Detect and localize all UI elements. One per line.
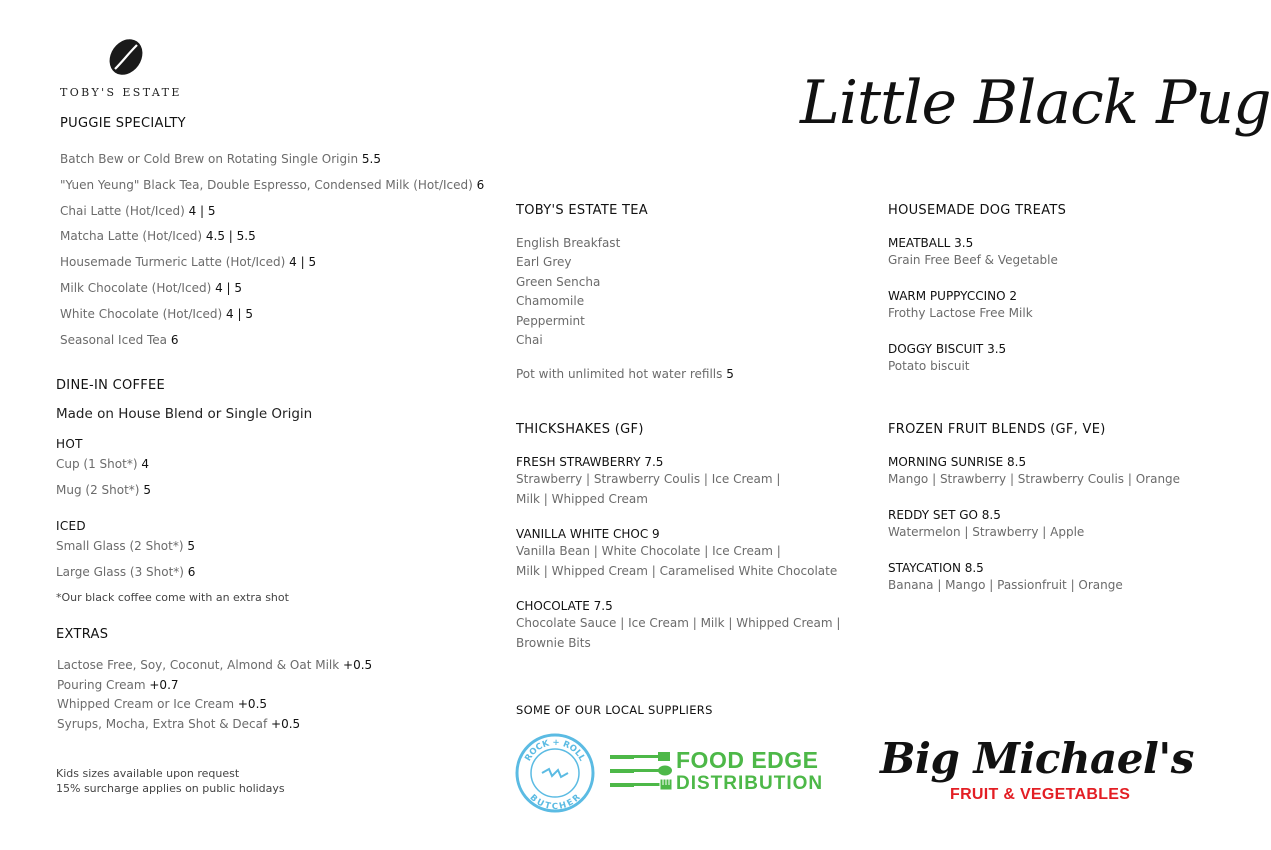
extras-item — [57, 717, 300, 731]
extras-item-name: Pouring Cream — [57, 677, 146, 692]
puggie-item — [60, 281, 242, 295]
frozen-desc: Mango | Strawberry | Strawberry Coulis | Orange — [888, 472, 1181, 486]
puggie-item-name: White Chocolate (Hot/Iced) — [60, 306, 223, 321]
puggie-item-name: "Yuen Yeung" Black Tea, Double Espresso, Condensed Milk (Hot/Iced) — [60, 177, 473, 192]
puggie-heading: PUGGIE SPECIALTY — [60, 116, 186, 131]
tobys-estate-logo — [60, 36, 190, 100]
thickshake-name: CHOCOLATE 7.5 — [516, 599, 613, 613]
tea-pot-line: Pot with unlimited hot water refills 5 — [516, 367, 734, 381]
tea-item: Green Sencha — [516, 274, 601, 289]
dogtreat-name: DOGGY BISCUIT 3.5 — [888, 342, 1007, 356]
puggie-item — [60, 204, 216, 218]
puggie-item-price: 4 | 5 — [226, 306, 253, 321]
thickshake-desc: Strawberry | Strawberry Coulis | Ice Cream | — [516, 472, 781, 486]
dogtreat-desc: Potato biscuit — [888, 359, 970, 373]
frozen-desc: Watermelon | Strawberry | Apple — [888, 525, 1085, 539]
tea-item: Chai — [516, 333, 543, 347]
tea-heading: TOBY'S ESTATE TEA — [516, 203, 648, 218]
thickshakes-heading: THICKSHAKES (GF) — [516, 422, 644, 437]
extras-item-name: Whipped Cream or Ice Cream — [57, 697, 235, 711]
puggie-item-price: 4 | 5 — [289, 255, 317, 270]
food-edge-text-1: FOOD EDGE — [676, 747, 819, 773]
extras-item — [57, 678, 179, 692]
dogtreat-name: WARM PUPPYCCINO 2 — [888, 289, 1017, 303]
big-michaels-sub: FRUIT & VEGETABLES — [950, 786, 1131, 803]
extras-item-price: +0.5 — [343, 658, 373, 672]
frozen-heading: FROZEN FRUIT BLENDS (GF, VE) — [888, 422, 1106, 437]
puggie-item — [60, 229, 256, 243]
puggie-item — [60, 307, 253, 321]
iced-item-small: Small Glass (2 Shot*) 5 — [56, 539, 195, 553]
frozen-name: REDDY SET GO 8.5 — [888, 508, 1001, 522]
extras-item-price: +0.5 — [271, 716, 301, 731]
rock-roll-badge-icon — [514, 732, 596, 814]
tea-item: English Breakfast — [516, 236, 621, 250]
page-title: Little Black Pug — [800, 68, 1271, 138]
hot-heading: HOT — [56, 437, 83, 451]
extras-heading: EXTRAS — [56, 627, 109, 642]
puggie-item-price: 4 | 5 — [188, 203, 216, 218]
tea-item: Peppermint — [516, 313, 585, 328]
extras-item-name: Syrups, Mocha, Extra Shot & Decaf — [57, 716, 268, 731]
extras-item-price: +0.5 — [237, 697, 268, 711]
dogtreat-name: MEATBALL 3.5 — [888, 236, 974, 250]
big-michaels-text: Big Michael's — [880, 734, 1194, 783]
puggie-item-price: 6 — [170, 332, 179, 347]
puggie-item-name: Milk Chocolate (Hot/Iced) — [60, 281, 212, 295]
extras-item-name: Lactose Free, Soy, Coconut, Almond & Oat Milk — [57, 658, 340, 672]
frozen-name: STAYCATION 8.5 — [888, 561, 984, 575]
extras-item — [57, 697, 267, 711]
thickshake-desc: Brownie Bits — [516, 635, 591, 650]
iced-heading: ICED — [56, 519, 86, 533]
big-michaels-logo — [880, 734, 1194, 810]
dinein-subtitle: Made on House Blend or Single Origin — [56, 406, 313, 422]
cutlery-icon — [610, 749, 672, 795]
dinein-heading: DINE-IN COFFEE — [56, 378, 166, 393]
svg-text:ROCK + ROLL: ROCK + ROLL — [523, 737, 587, 764]
extras-item-price: +0.7 — [149, 677, 179, 692]
rock-roll-butcher-logo — [514, 732, 596, 814]
surcharge-note: 15% surcharge applies on public holidays — [56, 782, 285, 795]
puggie-item-name: Batch Bew or Cold Brew on Rotating Single Origin — [60, 152, 359, 166]
puggie-item — [60, 178, 484, 192]
dogtreats-heading: HOUSEMADE DOG TREATS — [888, 203, 1067, 218]
dogtreat-desc: Grain Free Beef & Vegetable — [888, 253, 1058, 267]
puggie-item-name: Matcha Latte (Hot/Iced) — [60, 229, 203, 244]
puggie-item-price: 6 — [476, 177, 485, 192]
frozen-name: MORNING SUNRISE 8.5 — [888, 455, 1027, 469]
svg-text:BUTCHER: BUTCHER — [527, 792, 583, 813]
iced-item-large: Large Glass (3 Shot*) 6 — [56, 565, 196, 579]
puggie-item-price: 5.5 — [361, 152, 381, 166]
suppliers-heading: SOME OF OUR LOCAL SUPPLIERS — [516, 703, 713, 717]
thickshake-name: VANILLA WHITE CHOC 9 — [516, 527, 660, 541]
food-edge-logo — [610, 749, 866, 795]
puggie-item — [60, 255, 316, 269]
thickshake-name: FRESH STRAWBERRY 7.5 — [516, 455, 664, 469]
puggie-item — [60, 152, 381, 166]
dogtreat-desc: Frothy Lactose Free Milk — [888, 306, 1033, 320]
coffee-bean-icon — [106, 36, 146, 78]
tea-item: Chamomile — [516, 294, 585, 309]
frozen-desc: Banana | Mango | Passionfruit | Orange — [888, 578, 1123, 592]
hot-item-cup: Cup (1 Shot*) 4 — [56, 457, 149, 471]
puggie-item-price: 4.5 | 5.5 — [205, 229, 256, 244]
thickshake-desc: Milk | Whipped Cream | Caramelised White Chocolate — [516, 563, 838, 578]
thickshake-desc: Milk | Whipped Cream — [516, 491, 648, 506]
puggie-item-name: Seasonal Iced Tea — [60, 332, 168, 347]
kids-note: Kids sizes available upon request — [56, 767, 240, 780]
thickshake-desc: Chocolate Sauce | Ice Cream | Milk | Whipped Cream | — [516, 616, 841, 630]
logo-text: TOBY'S ESTATE — [60, 86, 182, 99]
food-edge-text-2: DISTRIBUTION — [676, 773, 824, 794]
puggie-item-name: Chai Latte (Hot/Iced) — [60, 203, 185, 218]
puggie-item — [60, 333, 179, 347]
thickshake-desc: Vanilla Bean | White Chocolate | Ice Cream | — [516, 544, 781, 558]
hot-item-mug: Mug (2 Shot*) 5 — [56, 483, 151, 497]
extras-item — [57, 658, 372, 672]
puggie-item-name: Housemade Turmeric Latte (Hot/Iced) — [60, 255, 286, 270]
puggie-item-price: 4 | 5 — [215, 281, 243, 295]
tea-item: Earl Grey — [516, 255, 572, 270]
shot-note: *Our black coffee come with an extra shot — [56, 591, 289, 604]
